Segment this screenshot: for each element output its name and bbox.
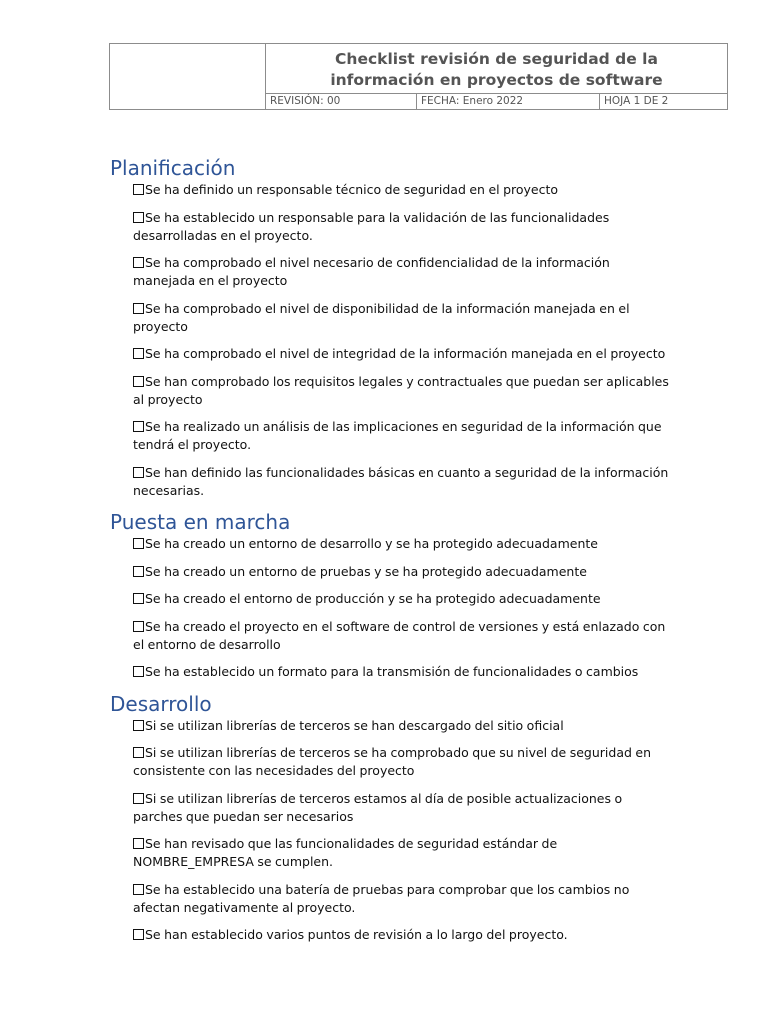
header-meta-row <box>266 94 727 109</box>
checkbox[interactable] <box>133 720 144 731</box>
checkbox[interactable] <box>133 538 144 549</box>
logo-placeholder-cell <box>110 44 266 109</box>
checklist-item-text: Se ha creado el proyecto en el software de control de versiones y está enlazado con el entorno de desarrollo <box>133 618 666 652</box>
document-header-table <box>109 43 728 110</box>
checklist-item <box>133 535 670 553</box>
sheet-label: HOJA 1 DE 2 <box>604 95 669 107</box>
checklist-item-text: Se ha definido un responsable técnico de seguridad en el proyecto <box>145 182 559 197</box>
checkbox[interactable] <box>133 747 144 758</box>
checklist-content <box>110 155 670 954</box>
checklist <box>110 717 670 945</box>
checkbox[interactable] <box>133 884 144 895</box>
section-title: Puesta en marcha <box>110 510 291 534</box>
checklist-item-text: Si se utilizan librerías de terceros se ha comprobado que su nivel de seguridad en consistente con las necesidades del proyecto <box>133 745 651 778</box>
checklist-item <box>133 717 670 735</box>
checkbox[interactable] <box>133 593 144 604</box>
checklist-item-text: Se ha comprobado el nivel de integridad de la información manejada en el proyecto <box>145 346 666 361</box>
checklist <box>110 535 670 681</box>
checklist-item <box>133 618 670 654</box>
checklist-item-text: Se ha creado un entorno de desarrollo y se ha protegido adecuadamente <box>145 536 598 551</box>
checkbox[interactable] <box>133 376 144 387</box>
checkbox[interactable] <box>133 348 144 359</box>
section-desarrollo <box>110 691 670 945</box>
checklist-item-text: Se han establecido varios puntos de revisión a lo largo del proyecto. <box>145 927 568 942</box>
section-puesta-en-marcha <box>110 509 670 681</box>
checklist-item <box>133 590 670 608</box>
checklist-item <box>133 881 670 917</box>
checklist-item-text: Se han revisado que las funcionalidades de seguridad estándar de NOMBRE_EMPRESA se cumplen. <box>133 836 558 869</box>
checklist-item <box>133 254 670 290</box>
checkbox[interactable] <box>133 421 144 432</box>
checklist-item-text: Se han definido las funcionalidades básicas en cuanto a seguridad de la información necesarias. <box>133 464 669 498</box>
checklist <box>110 181 670 500</box>
document-title: Checklist revisión de seguridad de la información en proyectos de software <box>266 44 727 94</box>
checklist-item <box>133 563 670 581</box>
checklist-item-text: Se ha establecido un formato para la transmisión de funcionalidades o cambios <box>145 664 639 679</box>
checklist-item-text: Se ha creado un entorno de pruebas y se ha protegido adecuadamente <box>145 563 587 579</box>
checkbox[interactable] <box>133 566 144 577</box>
checklist-item-text: Si se utilizan librerías de terceros se han descargado del sitio oficial <box>145 717 564 733</box>
checklist-item <box>133 663 670 681</box>
checklist-item <box>133 418 670 454</box>
checklist-item-text: Se han comprobado los requisitos legales y contractuales que puedan ser aplicables al proyecto <box>133 373 669 407</box>
checklist-item <box>133 373 670 409</box>
section-planificacion <box>110 155 670 500</box>
revision-label: REVISIÓN: 00 <box>266 94 417 109</box>
date-label: FECHA: Enero 2022 <box>417 94 600 109</box>
checkbox[interactable] <box>133 666 144 677</box>
checklist-item-text: Se ha establecido un responsable para la validación de las funcionalidades desarrolladas en el proyecto. <box>133 209 610 243</box>
checkbox[interactable] <box>133 929 144 940</box>
checklist-item <box>133 744 670 780</box>
checkbox[interactable] <box>133 793 144 804</box>
checkbox[interactable] <box>133 257 144 268</box>
checkbox[interactable] <box>133 467 144 478</box>
checklist-item <box>133 181 670 199</box>
checkbox[interactable] <box>133 212 144 223</box>
checklist-item-text: Se ha realizado un análisis de las implicaciones en seguridad de la información que tendrá el proyecto. <box>133 419 662 452</box>
header-title-area <box>266 44 727 109</box>
checklist-item <box>133 300 670 336</box>
checkbox[interactable] <box>133 184 144 195</box>
section-title: Planificación <box>110 156 236 180</box>
checklist-item-text: Se ha comprobado el nivel de disponibilidad de la información manejada en el proyecto <box>133 300 630 334</box>
checklist-item <box>133 209 670 245</box>
checkbox[interactable] <box>133 621 144 632</box>
checklist-item-text: Se ha establecido una batería de pruebas para comprobar que los cambios no afectan negativamente al proyecto. <box>133 881 630 915</box>
checklist-item <box>133 835 670 871</box>
checklist-item <box>133 790 670 826</box>
section-title: Desarrollo <box>110 691 212 716</box>
checklist-item <box>133 464 670 500</box>
checkbox[interactable] <box>133 303 144 314</box>
checklist-item-text: Se ha comprobado el nivel necesario de confidencialidad de la información manejada en el proyecto <box>133 255 610 288</box>
checklist-item-text: Se ha creado el entorno de producción y se ha protegido adecuadamente <box>145 591 601 606</box>
checklist-item <box>133 345 670 363</box>
checklist-item-text: Si se utilizan librerías de terceros estamos al día de posible actualizaciones o parches que puedan ser necesarios <box>133 790 623 824</box>
checkbox[interactable] <box>133 838 144 849</box>
checklist-item <box>133 926 670 944</box>
